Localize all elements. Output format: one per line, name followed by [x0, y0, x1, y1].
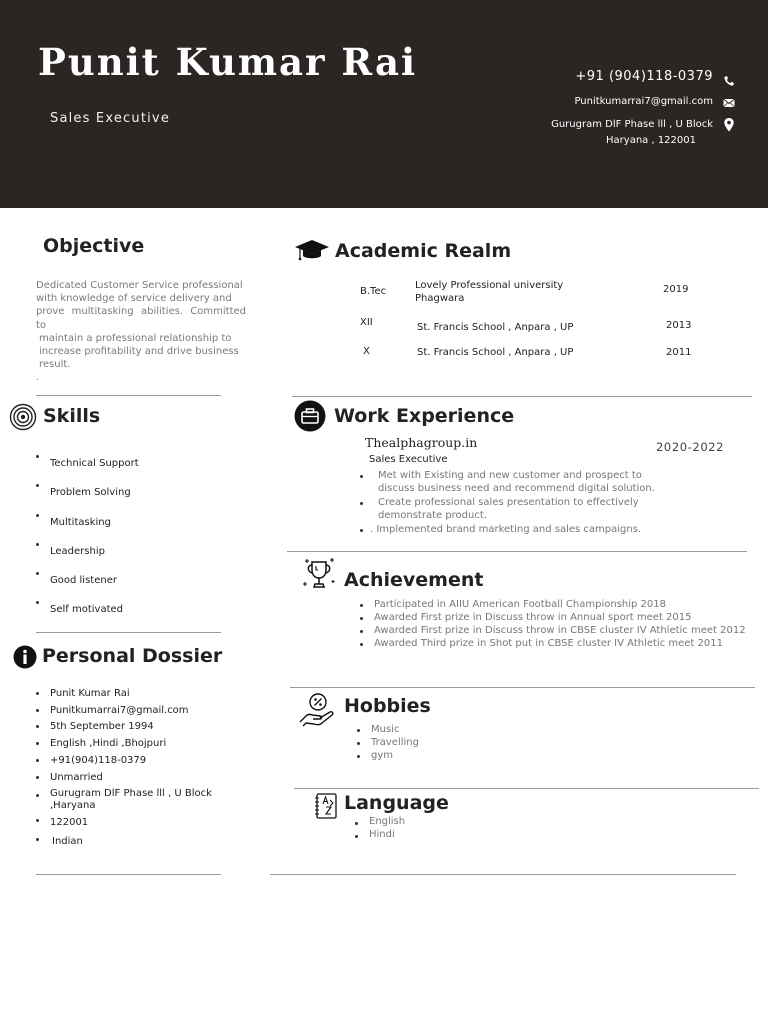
- objective-line: .: [36, 372, 40, 384]
- skill-item: Multitasking: [36, 508, 139, 537]
- info-icon: [13, 645, 37, 669]
- personal-address-line2: ,Haryana: [50, 800, 96, 812]
- academic-degree: XII: [360, 317, 373, 328]
- objective-text: [36, 279, 246, 385]
- candidate-role: Sales Executive: [50, 111, 171, 126]
- trophy-icon: [301, 556, 337, 596]
- personal-nationality: Indian: [36, 832, 212, 851]
- divider: [36, 395, 221, 396]
- achievement-item: Awarded Third prize in Shot put in CBSE cluster IV Athletic meet 2011: [360, 637, 746, 650]
- academic-year: 2011: [666, 347, 692, 358]
- graduation-cap-icon: [294, 239, 330, 265]
- hobbies-heading: Hobbies: [344, 695, 431, 717]
- work-heading: Work Experience: [334, 405, 515, 427]
- hand-with-gift-icon: [298, 692, 338, 728]
- divider: [270, 874, 736, 875]
- header-address-line1: Gurugram DlF Phase lll , U Block: [551, 119, 713, 130]
- achievement-heading: Achievement: [344, 569, 484, 591]
- work-bullet: Create professional sales presentation to effectively: [360, 496, 655, 509]
- personal-dossier-heading: Personal Dossier: [42, 645, 223, 667]
- language-item: English: [355, 816, 405, 829]
- personal-address-line1: Gurugram DlF Phase lll , U Block: [36, 788, 212, 800]
- academic-institution-line: Phagwara: [415, 293, 465, 304]
- academic-year: 2019: [663, 284, 689, 295]
- skill-item: Leadership: [36, 537, 139, 566]
- objective-line: Dedicated Customer Service professional: [36, 280, 243, 291]
- header-address-line2: Haryana , 122001: [606, 135, 696, 146]
- academic-heading: Academic Realm: [335, 240, 512, 262]
- dictionary-book-icon: [313, 792, 339, 820]
- personal-phone: +91(904)118-0379: [36, 753, 212, 770]
- divider: [287, 551, 747, 552]
- mail-icon: [722, 96, 736, 110]
- divider: [36, 632, 221, 633]
- personal-dossier-list: [36, 686, 212, 851]
- achievement-list: [360, 598, 746, 650]
- divider: [290, 687, 755, 688]
- briefcase-icon: [294, 400, 326, 432]
- location-pin-icon: [722, 117, 736, 131]
- skill-item: Technical Support: [36, 449, 139, 478]
- objective-line: prove multitasking abilities. Committed to: [36, 306, 246, 331]
- work-position: Sales Executive: [369, 454, 448, 465]
- candidate-name: Punit Kumar Rai: [38, 40, 418, 84]
- target-icon: [9, 403, 37, 431]
- academic-degree: B.Tec: [360, 286, 387, 297]
- language-item: Hindi: [355, 829, 405, 842]
- work-bullet-continuation: demonstrate product.: [378, 509, 487, 521]
- achievement-item: Awarded First prize in Discuss throw in CBSE cluster IV Athletic meet 2012: [360, 624, 746, 637]
- skill-item: Problem Solving: [36, 478, 139, 507]
- work-bullet: Met with Existing and new customer and prospect to: [360, 469, 655, 482]
- personal-name: Punit Kumar Rai: [36, 686, 212, 703]
- hobby-item: Music: [357, 723, 419, 736]
- work-bullet: . Implemented brand marketing and sales campaigns.: [360, 523, 655, 536]
- header-phone: +91 (904)118-0379: [575, 69, 713, 84]
- work-company: Thealphagroup.in: [365, 435, 478, 450]
- hobbies-list: [357, 723, 419, 762]
- objective-line: with knowledge of service delivery and: [36, 293, 232, 305]
- skill-item: Self motivated: [36, 595, 139, 624]
- academic-institution: [415, 279, 563, 305]
- achievement-item: Awarded First prize in Discuss throw in Annual sport meet 2015: [360, 611, 746, 624]
- academic-institution-line: Lovely Professional university: [415, 280, 564, 291]
- hobby-item: gym: [357, 749, 419, 762]
- objective-line: maintain a professional relationship to: [39, 332, 232, 344]
- language-heading: Language: [344, 792, 449, 814]
- personal-languages: English ,Hindi ,Bhojpuri: [36, 736, 212, 753]
- hobby-item: Travelling: [357, 736, 419, 749]
- work-responsibilities: [360, 469, 655, 536]
- objective-line: result.: [39, 359, 71, 371]
- phone-icon: [722, 74, 736, 88]
- personal-pincode: 122001: [36, 813, 212, 832]
- divider: [36, 874, 221, 875]
- skills-list: [36, 449, 139, 625]
- academic-degree: X: [363, 346, 370, 357]
- header-email: Punitkumarrai7@gmail.com: [574, 96, 713, 107]
- achievement-item: Participated in AIIU American Football Championship 2018: [360, 598, 746, 611]
- objective-line: increase profitability and drive business: [39, 346, 239, 358]
- skill-item: Good listener: [36, 566, 139, 595]
- work-bullet-continuation: discuss business need and recommend digital solution.: [378, 483, 655, 495]
- academic-institution: St. Francis School , Anpara , UP: [417, 322, 574, 333]
- academic-year: 2013: [666, 320, 692, 331]
- personal-marital-status: Unmarried: [36, 770, 212, 787]
- language-list: [355, 816, 405, 841]
- personal-dob: 5th September 1994: [36, 719, 212, 736]
- objective-heading: Objective: [43, 235, 145, 257]
- divider: [294, 788, 759, 789]
- divider: [292, 396, 752, 397]
- academic-institution: St. Francis School , Anpara , UP: [417, 347, 574, 358]
- skills-heading: Skills: [43, 405, 101, 427]
- work-period: 2020-2022: [656, 440, 725, 454]
- personal-email: Punitkumarrai7@gmail.com: [36, 703, 212, 720]
